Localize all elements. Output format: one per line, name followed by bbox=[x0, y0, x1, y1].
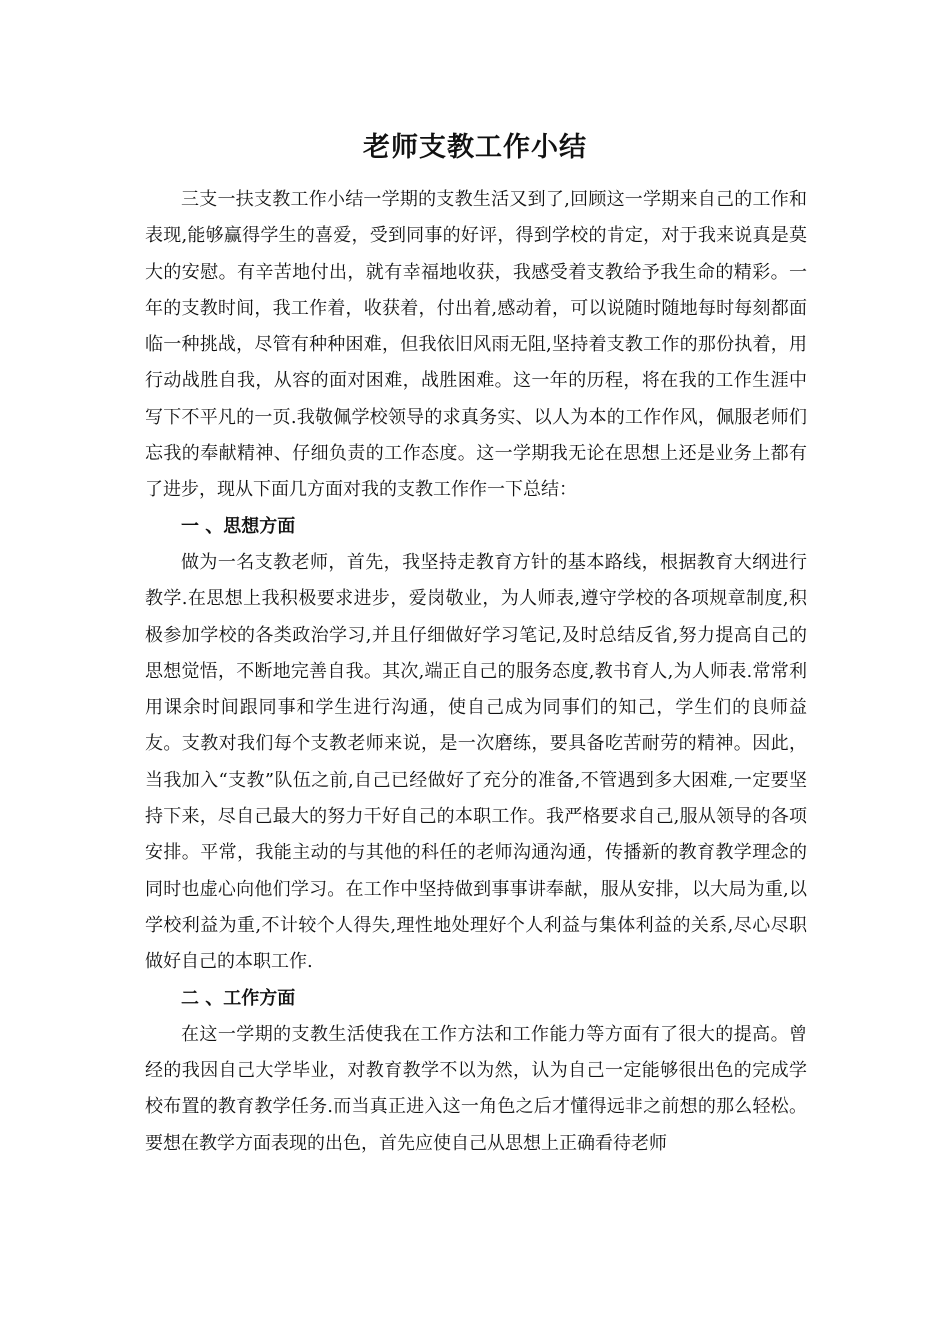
section-heading-work: 二 、工作方面 bbox=[181, 987, 296, 1009]
document-body bbox=[145, 182, 807, 1162]
intro-paragraph: 三支一扶支教工作小结一学期的支教生活又到了,回顾这一学期来自己的工作和表现,能够赢得学生的喜爱，受到同事的好评，得到学校的肯定，对于我来说真是莫大的安慰。有辛苦地付出，就有幸福地收获，我感受着支教给予我生命的精彩。一年的支教时间，我工作着，收获着，付出着,感动着，可以说随时随地每时每刻都面临一种挑战，尽管有种种困难，但我依旧风雨无阻,坚持着支教工作的那份执着，用行动战胜自我，从容的面对困难，战胜困难。这一年的历程，将在我的工作生涯中写下不平凡的一页.我敬佩学校领导的求真务实、以人为本的工作作风，佩服老师们忘我的奉献精神、仔细负责的工作态度。这一学期我无论在思想上还是业务上都有了进步，现从下面几方面对我的支教工作作一下总结： bbox=[145, 189, 807, 501]
section-paragraph-work: 在这一学期的支教生活使我在工作方法和工作能力等方面有了很大的提高。曾经的我因自己大学毕业，对教育教学不以为然，认为自己一定能够很出色的完成学校布置的教育教学任务.而当真正进入这一角色之后才懂得远非之前想的那么轻松。要想在教学方面表现的出色，首先应使自己从思想上正确看待老师 bbox=[145, 1023, 807, 1154]
document-title: 老师支教工作小结 bbox=[363, 132, 587, 163]
section-heading-thought: 一 、思想方面 bbox=[181, 515, 296, 537]
section-paragraph-thought: 做为一名支教老师，首先，我坚持走教育方针的基本路线，根据教育大纲进行教学.在思想上我积极要求进步，爱岗敬业，为人师表,遵守学校的各项规章制度,积极参加学校的各类政治学习,并且仔细做好学习笔记,及时总结反省,努力提高自己的思想觉悟，不断地完善自我。其次,端正自己的服务态度,教书育人,为人师表.常常利用课余时间跟同事和学生进行沟通，使自己成为同事们的知己，学生们的良师益友。支教对我们每个支教老师来说，是一次磨练，要具备吃苦耐劳的精神。因此，当我加入“支教”队伍之前,自己已经做好了充分的准备,不管遇到多大困难,一定要坚持下来，尽自己最大的努力干好自己的本职工作。我严格要求自己,服从领导的各项安排。平常，我能主动的与其他的科任的老师沟通沟通，传播新的教育教学理念的同时也虚心向他们学习。在工作中坚持做到事事讲奉献，服从安排，以大局为重,以学校利益为重,不计较个人得失,理性地处理好个人利益与集体利益的关系,尽心尽职做好自己的本职工作. bbox=[145, 551, 807, 973]
